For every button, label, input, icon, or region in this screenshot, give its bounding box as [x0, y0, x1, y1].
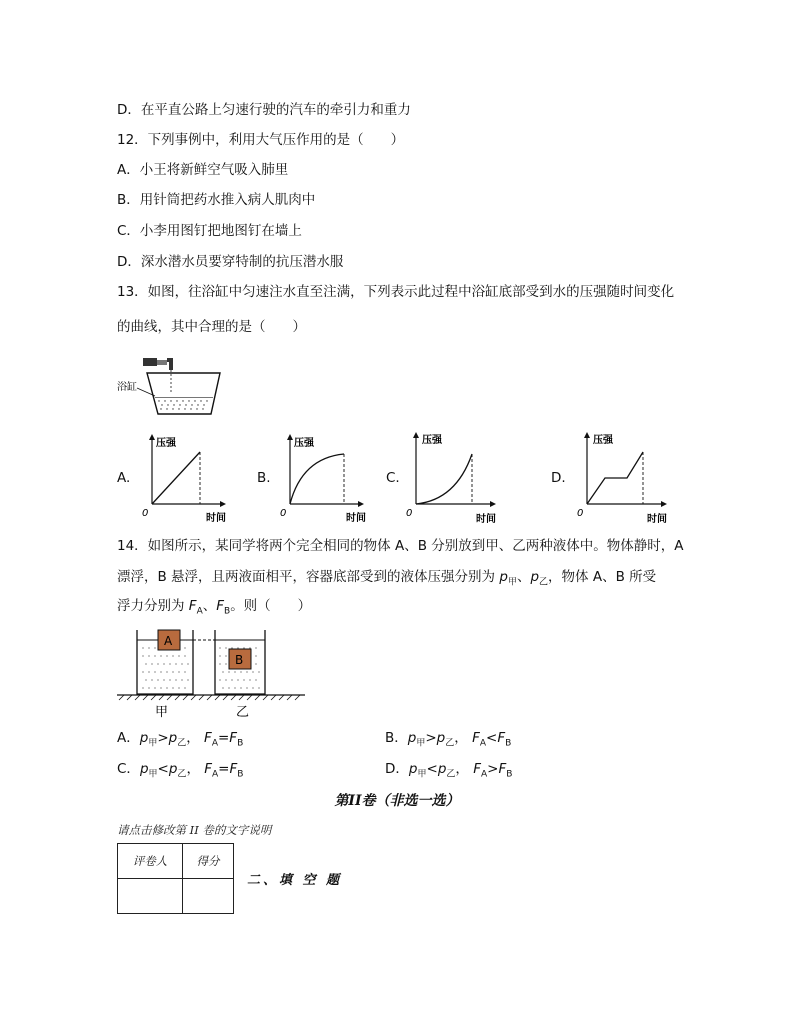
q14-option-b: B．$p_甲>p_乙$， $F_A<F_B$ [385, 730, 512, 749]
graph-c-curve [416, 454, 472, 504]
graph-b-origin: 0 [280, 508, 287, 519]
q13-stem-line2: 的曲线，其中合理的是（ ） [117, 319, 306, 335]
block-b-label: B [235, 653, 244, 667]
graph-a [140, 432, 235, 524]
q14-option-d: D．$p_甲<p_乙$， $F_A>F_B$ [385, 761, 513, 780]
faucet-icon [143, 358, 157, 366]
q14-stem-line3: 浮力分别为 $F_A$、$F_B$。则（ ） [117, 598, 312, 617]
block-a-label: A [164, 634, 173, 648]
q14-option-a: A．$p_甲>p_乙$， $F_A=F_B$ [117, 730, 244, 749]
containers-figure [115, 624, 315, 720]
graph-a-ylabel: 压强 [156, 438, 176, 449]
q12-option-c: C．小李用图钉把地图钉在墙上 [117, 223, 302, 239]
graph-b-curve [290, 454, 344, 504]
q14-stem-line2: 漂浮，B 悬浮，且两液面相平，容器底部受到的液体压强分别为 $p_甲$、$p_乙$，物体 A、B 所受 [117, 569, 657, 588]
ground-hatch [119, 695, 300, 700]
graph-b-ylabel: 压强 [294, 438, 314, 449]
tub-outline [147, 373, 220, 414]
graph-d-origin: 0 [577, 508, 584, 519]
graph-d-letter: D. [551, 470, 566, 486]
graph-d [575, 428, 675, 524]
graph-b-xlabel: 时间 [346, 513, 366, 524]
graph-a-letter: A. [117, 470, 131, 486]
graph-a-curve [152, 452, 200, 504]
graph-d-ylabel: 压强 [593, 435, 613, 446]
graph-b-letter: B. [257, 470, 271, 486]
bathtub-figure [115, 352, 235, 424]
part2-title: 第II卷（非选一选） [334, 793, 460, 809]
graph-d-curve [587, 452, 643, 504]
graph-c-letter: C. [386, 470, 400, 486]
water-dots [158, 400, 207, 409]
graph-a-origin: 0 [142, 508, 149, 519]
q13-stem-line1: 13．如图，往浴缸中匀速注水直至注满，下列表示此过程中浴缸底部受到水的压强随时间变化 [117, 284, 675, 300]
q14-stem-line1: 14．如图所示，某同学将两个完全相同的物体 A、B 分别放到甲、乙两种液体中。物体静时，A [117, 538, 684, 554]
graph-c [404, 428, 504, 524]
grader-header: 评卷人 [118, 844, 183, 879]
graph-d-xlabel: 时间 [647, 514, 667, 524]
tub-label: 浴缸 [117, 382, 137, 393]
q12-option-a: A．小王将新鲜空气吸入肺里 [117, 162, 289, 178]
graph-a-xlabel: 时间 [206, 513, 226, 524]
q11-option-d: D．在平直公路上匀速行驶的汽车的牵引力和重力 [117, 102, 411, 118]
grader-cell[interactable] [118, 879, 183, 914]
q12-option-d: D．深水潜水员要穿特制的抗压潜水服 [117, 254, 344, 270]
part2-note: 请点击修改第 II 卷的文字说明 [117, 823, 272, 837]
grader-score-table [117, 843, 234, 914]
graph-c-xlabel: 时间 [476, 514, 496, 524]
q12-stem: 12．下列事例中，利用大气压作用的是（ ） [117, 132, 405, 148]
q12-option-b: B．用针筒把药水推入病人肌肉中 [117, 192, 316, 208]
score-cell[interactable] [183, 879, 234, 914]
container-jia-label: 甲 [155, 705, 169, 720]
graph-c-ylabel: 压强 [422, 435, 442, 446]
q14-option-c: C．$p_甲<p_乙$， $F_A=F_B$ [117, 761, 244, 780]
fill-blank-heading: 二、填 空 题 [247, 873, 343, 888]
graph-b [278, 432, 373, 524]
score-header: 得分 [183, 844, 234, 879]
graph-c-origin: 0 [406, 508, 413, 519]
container-yi-label: 乙 [236, 705, 250, 720]
